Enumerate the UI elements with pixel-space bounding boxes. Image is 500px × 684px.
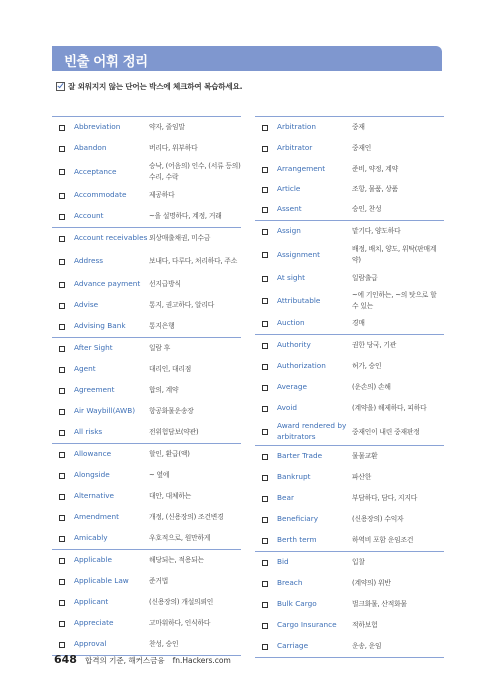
vocab-term: Applicable — [74, 555, 112, 565]
vocab-row — [52, 206, 241, 227]
vocab-definition: 조항, 물품, 상품 — [352, 185, 399, 194]
footer-text: 합격의 기준, 해커스금융 — [84, 656, 165, 665]
vocab-row — [255, 594, 444, 615]
vocab-term: Beneficiary — [277, 514, 319, 524]
review-checkbox[interactable] — [262, 146, 268, 152]
vocab-row — [52, 634, 241, 655]
vocab-definition: ~에 기인하는, ~의 탓으로 할 수 있는 — [352, 291, 437, 310]
vocab-definition: 버리다, 위부하다 — [149, 144, 198, 153]
review-checkbox[interactable] — [262, 454, 268, 460]
vocab-row — [52, 571, 241, 592]
vocab-row — [255, 242, 444, 268]
review-checkbox[interactable] — [262, 187, 268, 193]
review-checkbox[interactable] — [59, 642, 65, 648]
vocab-column-left — [52, 116, 241, 656]
instruction-text: 잘 외워지지 않는 단어는 박스에 체크하여 복습하세요. — [68, 82, 243, 91]
vocab-row — [255, 159, 444, 180]
vocab-term: Average — [277, 382, 307, 392]
review-checkbox[interactable] — [262, 207, 268, 213]
vocab-term: Appreciate — [74, 618, 114, 628]
vocab-definition: ~ 옆에 — [149, 471, 170, 480]
vocab-definition: 통지, 권고하다, 알리다 — [149, 301, 215, 310]
vocab-term: Auction — [277, 318, 305, 328]
vocab-row — [255, 419, 444, 445]
vocab-term: Advising Bank — [74, 321, 126, 331]
vocab-term: Bulk Cargo — [277, 599, 317, 609]
review-checkbox[interactable] — [262, 475, 268, 481]
vocab-definition: 중재인이 내린 중재판정 — [352, 427, 420, 436]
vocab-definition: 권한 당국, 기관 — [352, 341, 397, 350]
review-checkbox[interactable] — [59, 388, 65, 394]
vocab-row — [52, 465, 241, 486]
vocab-definition: 하역비 포함 운임조건 — [352, 536, 414, 545]
vocab-row — [255, 117, 444, 138]
vocab-definition: 물물교환 — [352, 452, 378, 461]
review-checkbox[interactable] — [59, 600, 65, 606]
page-title: 빈출 어휘 정리 — [64, 54, 148, 70]
vocab-term: Bid — [277, 557, 289, 567]
vocab-definition: 해당되는, 적용되는 — [149, 556, 204, 565]
review-checkbox[interactable] — [262, 406, 268, 412]
vocab-term: Applicant — [74, 597, 109, 607]
vocab-term: Alongside — [74, 470, 110, 480]
review-checkbox[interactable] — [262, 364, 268, 370]
instruction — [56, 81, 242, 92]
vocab-term: Air Waybill(AWB) — [74, 406, 136, 416]
vocab-row — [255, 509, 444, 530]
vocab-term: Address — [74, 256, 104, 266]
vocab-definition: (계약을) 해제하다, 피하다 — [352, 404, 427, 413]
vocab-definition: 할인, 환급(액) — [149, 450, 190, 459]
vocab-term: Breach — [277, 578, 303, 588]
vocab-row — [52, 401, 241, 422]
vocab-row — [52, 613, 241, 634]
vocab-row — [255, 446, 444, 467]
vocab-row — [255, 335, 444, 356]
review-checkbox[interactable] — [262, 276, 268, 282]
vocab-term: Bankrupt — [277, 472, 311, 482]
review-checkbox[interactable] — [59, 324, 65, 330]
vocab-definition: 허가, 승인 — [352, 362, 382, 371]
vocab-definition: 운송, 운임 — [352, 642, 382, 651]
vocab-row — [255, 398, 444, 419]
footer-url: fn.Hackers.com — [172, 656, 231, 665]
vocab-row — [255, 180, 444, 199]
vocab-row — [52, 117, 241, 138]
footer — [54, 653, 231, 666]
vocab-definition: 벌크화물, 산적화물 — [352, 600, 407, 609]
vocab-row — [255, 138, 444, 159]
vocab-row — [255, 377, 444, 398]
vocab-definition: 외상매출채권, 미수금 — [149, 234, 211, 243]
review-checkbox[interactable] — [262, 560, 268, 566]
vocab-definition: 부담하다, 담다, 지지다 — [352, 494, 418, 503]
vocab-term: Approval — [74, 639, 107, 649]
review-checkbox[interactable] — [59, 169, 65, 175]
vocab-row — [255, 636, 444, 657]
vocab-row — [52, 316, 241, 337]
vocab-term: Cargo Insurance — [277, 620, 337, 630]
vocab-row — [52, 359, 241, 380]
vocab-term: Abbreviation — [74, 122, 121, 132]
vocab-row — [255, 552, 444, 573]
vocab-row — [52, 422, 241, 443]
vocab-term: Amicably — [74, 533, 108, 543]
review-checkbox[interactable] — [262, 343, 268, 349]
review-checkbox[interactable] — [262, 517, 268, 523]
review-checkbox[interactable] — [262, 385, 268, 391]
vocab-row — [52, 592, 241, 613]
review-checkbox[interactable] — [59, 146, 65, 152]
vocab-definition: 입찰 — [352, 558, 365, 567]
vocab-row — [52, 444, 241, 465]
review-checkbox[interactable] — [262, 429, 268, 435]
vocab-definition: 약자, 줄임말 — [149, 123, 185, 132]
vocab-term: Authorization — [277, 361, 326, 371]
group-separator — [255, 657, 444, 658]
vocab-term: At sight — [277, 273, 305, 283]
vocab-row — [52, 528, 241, 549]
review-checkbox[interactable] — [59, 452, 65, 458]
vocab-term: Account — [74, 211, 104, 221]
review-checkbox[interactable] — [59, 536, 65, 542]
review-checkbox[interactable] — [262, 167, 268, 173]
vocab-definition: 승낙, (어음의) 인수, (서류 등의) 수리, 수락 — [149, 162, 241, 181]
vocab-definition: 중재 — [352, 123, 365, 132]
vocab-term: Attributable — [277, 295, 321, 305]
vocab-definition: (계약의) 위반 — [352, 579, 391, 588]
vocab-column-right — [255, 116, 444, 658]
vocab-row — [255, 615, 444, 636]
vocab-definition: (운손의) 손해 — [352, 383, 391, 392]
vocab-row — [52, 249, 241, 274]
review-checkbox[interactable] — [59, 346, 65, 352]
vocab-term: Abandon — [74, 143, 107, 153]
review-checkbox[interactable] — [59, 193, 65, 199]
review-checkbox[interactable] — [59, 515, 65, 521]
vocab-term: Barter Trade — [277, 451, 323, 461]
vocab-row — [255, 289, 444, 313]
vocab-term: Agent — [74, 364, 96, 374]
review-checkbox[interactable] — [59, 621, 65, 627]
vocab-term: Applicable Law — [74, 576, 129, 586]
vocab-definition: 일람 후 — [149, 344, 171, 353]
review-checkbox[interactable] — [59, 409, 65, 415]
vocab-definition: 배정, 배치, 양도, 위탁(판매계약) — [352, 245, 437, 264]
vocab-definition: 대리인, 대리점 — [149, 365, 192, 374]
vocab-row — [52, 380, 241, 401]
vocab-row — [255, 221, 444, 242]
vocab-term: Advance payment — [74, 279, 141, 289]
vocab-definition: 통지은행 — [149, 322, 175, 331]
vocab-term: Authority — [277, 340, 311, 350]
vocab-definition: (신용장의) 수익자 — [352, 515, 404, 524]
vocab-definition: 경매 — [352, 319, 365, 328]
vocab-definition: 합의, 계약 — [149, 386, 179, 395]
vocab-definition: 고마워하다, 인식하다 — [149, 619, 211, 628]
vocab-definition: 찬성, 승인 — [149, 640, 179, 649]
vocab-row — [52, 338, 241, 359]
vocab-row — [52, 295, 241, 316]
vocab-definition: 제공하다 — [149, 191, 175, 200]
vocab-term: Alternative — [74, 491, 115, 501]
review-checkbox[interactable] — [262, 125, 268, 131]
vocab-term: All risks — [74, 427, 103, 437]
vocab-definition: 적하보험 — [352, 621, 378, 630]
vocab-term: Agreement — [74, 385, 115, 395]
vocab-definition: 개정, (신용장의) 조건변경 — [149, 513, 224, 522]
review-checkbox[interactable] — [59, 579, 65, 585]
vocab-term: Arrangement — [277, 164, 326, 174]
vocab-definition: 승인, 찬성 — [352, 205, 382, 214]
vocab-row — [52, 185, 241, 206]
vocab-row — [52, 550, 241, 571]
review-checkbox[interactable] — [262, 581, 268, 587]
review-checkbox[interactable] — [59, 430, 65, 436]
vocab-term: Assent — [277, 204, 302, 214]
vocab-term: Award rendered by arbitrators — [277, 421, 347, 441]
vocab-row — [52, 274, 241, 295]
vocab-definition: 우호적으로, 원만하게 — [149, 534, 211, 543]
review-checkbox[interactable] — [262, 644, 268, 650]
vocab-term: Arbitration — [277, 122, 316, 132]
vocab-term: Allowance — [74, 449, 112, 459]
review-checkbox[interactable] — [262, 298, 268, 304]
vocab-definition: 일람출급 — [352, 274, 378, 283]
vocab-row — [255, 268, 444, 289]
review-checkbox[interactable] — [59, 558, 65, 564]
vocab-row — [255, 530, 444, 551]
vocab-row — [255, 356, 444, 377]
vocab-row — [52, 159, 241, 185]
review-checkbox[interactable] — [262, 496, 268, 502]
vocab-definition: 항공화물운송장 — [149, 407, 194, 416]
vocab-definition: 선지급방식 — [149, 280, 181, 289]
vocab-row — [255, 467, 444, 488]
vocab-definition: 대안, 대체하는 — [149, 492, 192, 501]
vocab-row — [255, 573, 444, 594]
vocab-term: Assignment — [277, 249, 320, 259]
review-checkbox[interactable] — [59, 236, 65, 242]
vocab-term: Berth term — [277, 535, 317, 545]
vocab-term: Avoid — [277, 403, 298, 413]
vocab-definition: 준비, 약정, 계약 — [352, 165, 399, 174]
vocab-definition: 보내다, 다루다, 처리하다, 주소 — [149, 257, 238, 266]
vocab-definition: 맡기다, 양도하다 — [352, 227, 401, 236]
vocab-row — [52, 507, 241, 528]
vocab-term: Advise — [74, 300, 99, 310]
vocab-definition: ~을 설명하다, 계정, 거래 — [149, 212, 222, 221]
vocab-definition: 전위험담보(약관) — [149, 428, 199, 437]
vocab-definition: 파산한 — [352, 473, 372, 482]
review-checkbox[interactable] — [59, 259, 65, 265]
review-checkbox[interactable] — [59, 367, 65, 373]
vocab-term: Account receivables — [74, 233, 148, 243]
review-checkbox[interactable] — [59, 473, 65, 479]
review-checkbox[interactable] — [59, 125, 65, 131]
review-checkbox[interactable] — [262, 252, 268, 258]
vocab-term: Amendment — [74, 512, 119, 522]
page-number: 648 — [54, 653, 77, 666]
review-checkbox[interactable] — [262, 602, 268, 608]
vocab-row — [52, 486, 241, 507]
review-checkbox[interactable] — [262, 538, 268, 544]
review-checkbox[interactable] — [262, 321, 268, 327]
review-checkbox[interactable] — [59, 303, 65, 309]
vocab-definition: (신용장의) 개설의뢰인 — [149, 598, 214, 607]
checkbox-icon — [56, 82, 65, 91]
review-checkbox[interactable] — [59, 214, 65, 220]
vocab-term: Accommodate — [74, 190, 127, 200]
vocab-row — [255, 199, 444, 220]
vocab-term: After Sight — [74, 343, 113, 353]
vocab-row — [255, 488, 444, 509]
vocab-row — [52, 228, 241, 249]
review-checkbox[interactable] — [59, 494, 65, 500]
vocab-row — [255, 313, 444, 334]
review-checkbox[interactable] — [262, 229, 268, 235]
review-checkbox[interactable] — [262, 623, 268, 629]
vocab-term: Article — [277, 184, 301, 194]
vocab-term: Bear — [277, 493, 294, 503]
vocab-term: Carriage — [277, 641, 309, 651]
vocab-term: Assign — [277, 226, 301, 236]
vocab-term: Arbitrator — [277, 143, 313, 153]
vocab-row — [52, 138, 241, 159]
vocab-term: Acceptance — [74, 166, 117, 176]
review-checkbox[interactable] — [59, 282, 65, 288]
vocab-definition: 중재인 — [352, 144, 372, 153]
vocab-definition: 준거법 — [149, 577, 169, 586]
